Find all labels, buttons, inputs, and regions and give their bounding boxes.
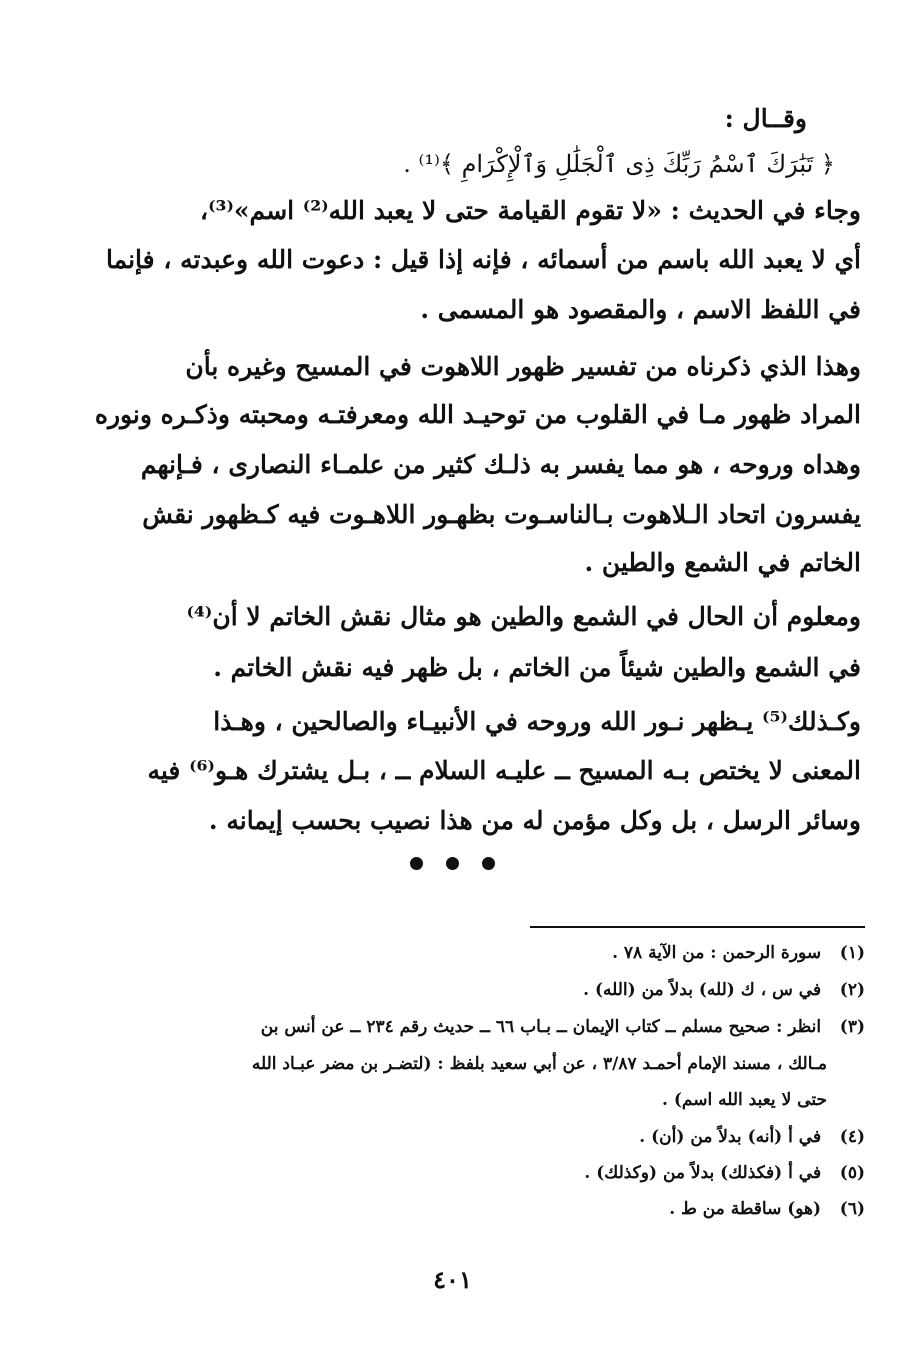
text-line: وكـذلك⁽⁵⁾ يـظهر نـور الله وروحه في الأنبيـاء والصالحين ، وهـذا	[213, 707, 861, 736]
quran-verse-line: ﴿ تَبَٰرَكَ ٱسْمُ رَبِّكَ ذِى ٱلْجَلَٰلِ وَٱلْإِكْرَامِ ﴾⁽¹⁾ .	[403, 150, 835, 178]
footnote-number: (٥)	[839, 1163, 865, 1183]
text-line: المعنى لا يختص بـه المسيح ــ عليـه السلام ــ ، بـل يشترك هـو⁽⁶⁾ فيه	[147, 756, 861, 785]
footnote	[165, 1017, 865, 1037]
footnote-number: (١)	[839, 943, 865, 963]
footnote	[165, 943, 865, 963]
footnote-text: سورة الرحمن : من الآية ٧٨ .	[612, 943, 822, 963]
footnote-text: في أ (فكذلك) بدلاً من (وكذلك) .	[584, 1163, 822, 1183]
footnote-text: في س ، ك (لله) بدلاً من (الله) .	[583, 980, 822, 1000]
footnote-continuation: حتى لا يعبد الله اسم) .	[662, 1090, 827, 1110]
footnote-number: (٢)	[839, 980, 865, 1000]
section-separator	[0, 855, 905, 874]
footnote-text: (هو) ساقطة من ط .	[669, 1199, 822, 1219]
text-line: أي لا يعبد الله باسم من أسمائه ، فإنه إذا قيل : دعوت الله وعبدته ، فإنما	[106, 245, 861, 274]
footnote-number: (٣)	[839, 1017, 865, 1037]
footnote-number: (٤)	[839, 1127, 865, 1147]
text-line: وهذا الذي ذكرناه من تفسير ظهور اللاهوت في المسيح وغيره بأن	[185, 352, 861, 381]
footnote-text: انظر : صحيح مسلم ــ كتاب الإيمان ــ بـاب ٦٦ ــ حديث رقم ٢٣٤ ــ عن أنس بن	[260, 1017, 822, 1037]
footnote	[165, 1199, 865, 1219]
footnote-text: في أ (أنه) بدلاً من (أن) .	[639, 1127, 822, 1147]
text-line: وجاء في الحديث : «لا تقوم القيامة حتى لا يعبد الله⁽²⁾ اسم»⁽³⁾،	[200, 196, 861, 225]
text-line: في اللفظ الاسم ، والمقصود هو المسمى .	[420, 295, 861, 324]
text-line: يفسرون اتحاد الـلاهوت بـالناسـوت بظهـور اللاهـوت فيه كـظهور نقش	[142, 500, 861, 529]
text-line: المراد ظهور مـا في القلوب من توحيـد الله ومعرفتـه ومحبته وذكـره ونوره	[94, 400, 861, 429]
footnote	[165, 980, 865, 1000]
separator-dot	[482, 857, 495, 870]
text-line: في الشمع والطين شيئاً من الخاتم ، بل ظهر فيه نقش الخاتم .	[213, 653, 861, 682]
footnote	[165, 1127, 865, 1147]
text-line: وقــال :	[724, 104, 807, 133]
text-line: وهداه وروحه ، هو مما يفسر به ذلـك كثير من علمـاء النصارى ، فـإنهم	[140, 450, 861, 479]
text-line: الخاتم في الشمع والطين .	[584, 548, 861, 577]
text-line: ومعلوم أن الحال في الشمع والطين هو مثال نقش الخاتم لا أن⁽⁴⁾	[186, 602, 861, 631]
footnote	[165, 1163, 865, 1183]
page-number: ٤٠١	[433, 1265, 472, 1294]
separator-dot	[446, 857, 459, 870]
footnote-continuation: مـالك ، مسند الإمام أحمـد ٣/٨٧ ، عن أبي سعيد بلفظ : (لتضـر بن مضر عبـاد الله	[251, 1054, 827, 1074]
text-line: وسائر الرسل ، بل وكل مؤمن له من هذا نصيب بحسب إيمانه .	[208, 806, 861, 835]
separator-dot	[410, 857, 423, 870]
footnote-rule	[530, 926, 865, 928]
footnote-number: (٦)	[839, 1199, 865, 1219]
